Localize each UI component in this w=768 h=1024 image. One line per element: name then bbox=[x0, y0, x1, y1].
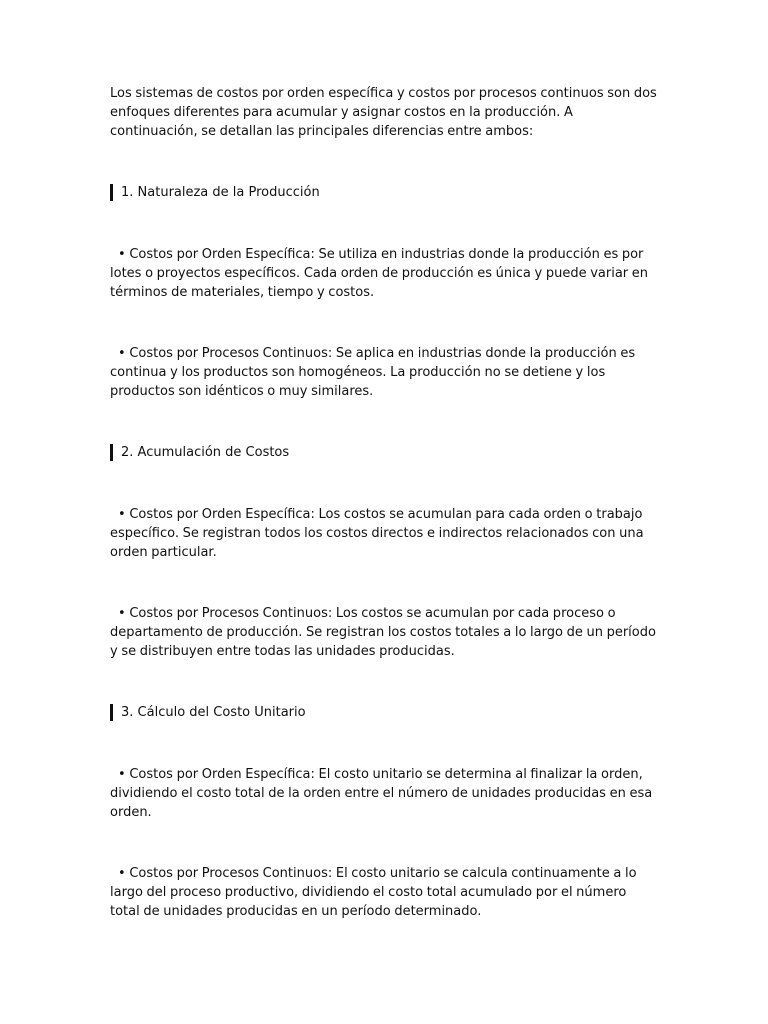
section-heading-text: 3. Cálculo del Costo Unitario bbox=[121, 705, 306, 720]
section-heading-3 bbox=[110, 703, 658, 722]
bullet-item bbox=[110, 864, 658, 921]
bullet-text: Costos por Procesos Continuos: Los costos se acumulan por cada proceso o departamento de producción. Se registran los costos totales a lo largo de un período y se distribuyen entre todas las unidades producidas. bbox=[110, 606, 656, 659]
section-heading-text: 1. Naturaleza de la Producción bbox=[121, 185, 320, 200]
bullet-item bbox=[110, 604, 658, 661]
bullet-text: Costos por Orden Específica: El costo unitario se determina al finalizar la orden, dividiendo el costo total de la orden entre el número de unidades producidas en esa orden. bbox=[110, 767, 653, 820]
bullet-item bbox=[110, 344, 658, 401]
document-page bbox=[110, 84, 658, 921]
heading-bar-icon bbox=[110, 184, 113, 201]
bullet-icon: • bbox=[118, 866, 126, 881]
bullet-item bbox=[110, 765, 658, 822]
bullet-icon: • bbox=[118, 767, 126, 782]
bullet-text: Costos por Orden Específica: Los costos se acumulan para cada orden o trabajo específico. Se registran todos los costos directos e indirectos relacionados con una orden particular. bbox=[110, 507, 644, 560]
bullet-item bbox=[110, 245, 658, 302]
bullet-icon: • bbox=[118, 346, 126, 361]
bullet-icon: • bbox=[118, 507, 126, 522]
bullet-text: Costos por Procesos Continuos: Se aplica en industrias donde la producción es continua y los productos son homogéneos. La producción no se detiene y los productos son idénticos o muy similares. bbox=[110, 346, 636, 399]
heading-bar-icon bbox=[110, 444, 113, 461]
bullet-icon: • bbox=[118, 247, 126, 262]
heading-bar-icon bbox=[110, 704, 113, 721]
bullet-item bbox=[110, 505, 658, 562]
section-heading-2 bbox=[110, 443, 658, 462]
bullet-text: Costos por Procesos Continuos: El costo unitario se calcula continuamente a lo largo del proceso productivo, dividiendo el costo total acumulado por el número total de unidades producidas en un período determinado. bbox=[110, 866, 637, 919]
intro-paragraph: Los sistemas de costos por orden específica y costos por procesos continuos son dos enfoques diferentes para acumular y asignar costos en la producción. A continuación, se detallan las principales diferencias entre ambos: bbox=[110, 86, 657, 139]
section-heading-text: 2. Acumulación de Costos bbox=[121, 445, 290, 460]
section-heading-1 bbox=[110, 183, 658, 202]
bullet-text: Costos por Orden Específica: Se utiliza en industrias donde la producción es por lotes o proyectos específicos. Cada orden de producción es única y puede variar en términos de materiales, tiempo y costos. bbox=[110, 247, 649, 300]
bullet-icon: • bbox=[118, 606, 126, 621]
